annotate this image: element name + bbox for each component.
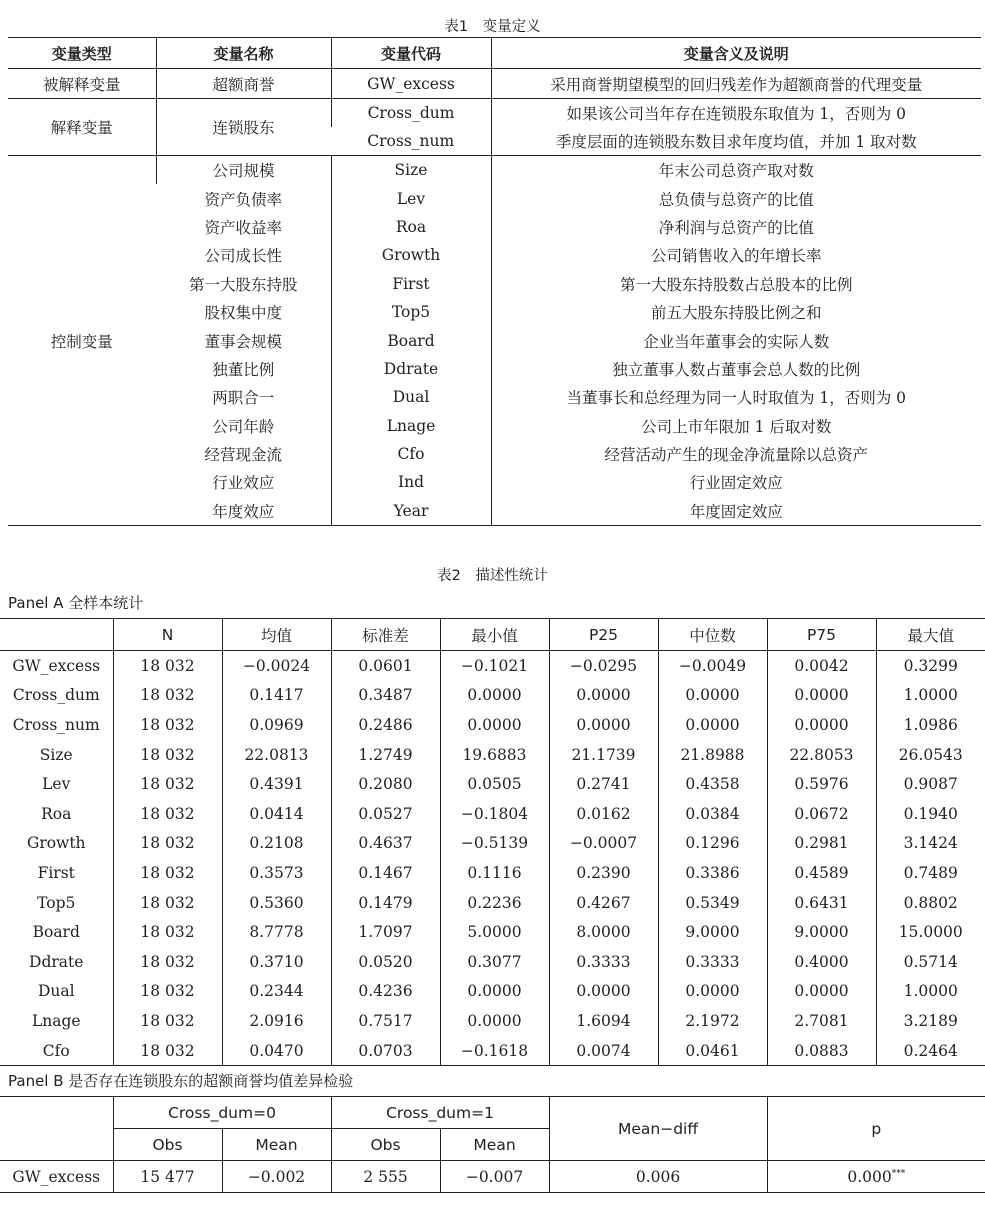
- stat-cell: 0.1417: [222, 681, 331, 711]
- variable-type: 被解释变量: [8, 69, 156, 99]
- variable-cell: Top5: [37, 893, 76, 912]
- stat-cell: 0.0414: [222, 799, 331, 829]
- variable-type: 控制变量: [50, 332, 113, 351]
- stat-cell: 0.3299: [876, 651, 985, 681]
- stat-cell: 0.0000: [549, 681, 658, 711]
- variable-name: 董事会规模: [204, 332, 282, 351]
- variable-cell: Roa: [41, 804, 72, 823]
- variable-description: 年度固定效应: [491, 497, 981, 526]
- variable-description: 独立董事人数占董事会总人数的比例: [491, 355, 981, 383]
- table-row: [0, 1036, 985, 1066]
- variable-cell: Size: [39, 745, 73, 764]
- stat-cell: 8.0000: [549, 917, 658, 947]
- stat-cell: 0.3077: [440, 947, 549, 977]
- mean-diff-header: Mean−diff: [549, 1097, 767, 1161]
- variable-code: Dual: [331, 383, 491, 411]
- stat-cell: 0.0000: [549, 710, 658, 740]
- stat-cell: 0.0461: [658, 1036, 767, 1066]
- stat-cell: 0.0883: [767, 1036, 876, 1066]
- stat-cell: −0.1021: [440, 651, 549, 681]
- stat-cell: 0.0527: [331, 799, 440, 829]
- variable-name: 行业效应: [212, 474, 275, 493]
- stat-cell: 18 032: [113, 888, 222, 918]
- column-header: 变量名称: [156, 38, 331, 69]
- stat-cell: 2.0916: [222, 1006, 331, 1036]
- stat-cell: 0.0672: [767, 799, 876, 829]
- stat-cell: 0.0000: [658, 977, 767, 1007]
- column-header: [0, 619, 113, 651]
- stat-cell: 18 032: [113, 681, 222, 711]
- variable-definition-table: [8, 37, 981, 526]
- stat-cell: 0.1940: [876, 799, 985, 829]
- variable-code: First: [331, 270, 491, 298]
- stat-cell: 0.5349: [658, 888, 767, 918]
- variable-code: Cross_dum: [331, 99, 491, 128]
- table-row: [0, 681, 985, 711]
- stat-cell: 22.8053: [767, 740, 876, 770]
- mean-header: Mean: [440, 1129, 549, 1161]
- stat-cell: 18 032: [113, 1006, 222, 1036]
- panel-a-label: Panel A 全样本统计: [8, 594, 144, 612]
- stat-cell: 0.2108: [222, 829, 331, 859]
- stat-cell: 0.0000: [658, 681, 767, 711]
- table-header-row: [0, 1097, 985, 1129]
- stat-cell: 0.3573: [222, 858, 331, 888]
- stat-cell: 0.3386: [658, 858, 767, 888]
- obs-header: Obs: [331, 1129, 440, 1161]
- stat-cell: 0.0505: [440, 769, 549, 799]
- variable-cell: First: [37, 863, 75, 882]
- stat-cell: 0.0000: [440, 710, 549, 740]
- variable-cell: Cross_dum: [12, 686, 100, 705]
- table-row: [8, 156, 981, 185]
- table-row: [0, 858, 985, 888]
- variable-name: 连锁股东: [156, 99, 331, 156]
- mean0-cell: −0.002: [222, 1161, 331, 1193]
- variable-cell: Lnage: [31, 1011, 81, 1030]
- stat-cell: 0.0162: [549, 799, 658, 829]
- table-row: [8, 99, 981, 128]
- stat-cell: 1.2749: [331, 740, 440, 770]
- stat-cell: 0.1296: [658, 829, 767, 859]
- variable-code: Lnage: [331, 412, 491, 440]
- column-header: 变量代码: [331, 38, 491, 69]
- stat-cell: 8.7778: [222, 917, 331, 947]
- table-row: [0, 651, 985, 681]
- stat-cell: 1.7097: [331, 917, 440, 947]
- stat-cell: 0.2486: [331, 710, 440, 740]
- column-header: 标准差: [331, 619, 440, 651]
- stat-cell: 21.1739: [549, 740, 658, 770]
- stat-cell: 0.1479: [331, 888, 440, 918]
- variable-name: 超额商誉: [156, 69, 331, 99]
- stat-cell: 18 032: [113, 947, 222, 977]
- column-header: 变量含义及说明: [491, 38, 981, 69]
- variable-cell: Growth: [26, 834, 86, 853]
- variable-cell: Lev: [42, 775, 71, 794]
- stat-cell: −0.0024: [222, 651, 331, 681]
- stat-cell: 0.2344: [222, 977, 331, 1007]
- variable-cell: Ddrate: [29, 952, 84, 971]
- variable-name: 年度效应: [212, 502, 275, 521]
- stat-cell: 15.0000: [876, 917, 985, 947]
- stat-cell: 18 032: [113, 977, 222, 1007]
- variable-code: Year: [331, 497, 491, 526]
- table-header-row: [0, 619, 985, 651]
- variable-code: GW_excess: [331, 69, 491, 99]
- stat-cell: 1.0986: [876, 710, 985, 740]
- stat-cell: 0.4358: [658, 769, 767, 799]
- stat-cell: 0.5714: [876, 947, 985, 977]
- stat-cell: 0.2464: [876, 1036, 985, 1066]
- variable-code: Ddrate: [331, 355, 491, 383]
- column-header: N: [113, 619, 222, 651]
- stat-cell: 18 032: [113, 858, 222, 888]
- stat-cell: 0.4589: [767, 858, 876, 888]
- stat-cell: 18 032: [113, 917, 222, 947]
- variable-description: 季度层面的连锁股东数目求年度均值，并加 1 取对数: [491, 127, 981, 156]
- variable-code: Roa: [331, 213, 491, 241]
- stat-cell: 0.2080: [331, 769, 440, 799]
- stat-cell: 0.0520: [331, 947, 440, 977]
- variable-name: 公司年龄: [212, 417, 275, 436]
- stat-cell: 5.0000: [440, 917, 549, 947]
- variable-description: 采用商誉期望模型的回归残差作为超额商誉的代理变量: [491, 69, 981, 99]
- stat-cell: 0.0074: [549, 1036, 658, 1066]
- stat-cell: 1.6094: [549, 1006, 658, 1036]
- stat-cell: 26.0543: [876, 740, 985, 770]
- stat-cell: 0.0384: [658, 799, 767, 829]
- variable-description: 经营活动产生的现金净流量除以总资产: [491, 440, 981, 468]
- variable-description: 公司销售收入的年增长率: [491, 241, 981, 269]
- stat-cell: 2.7081: [767, 1006, 876, 1036]
- stat-cell: 0.2741: [549, 769, 658, 799]
- stat-cell: 0.2236: [440, 888, 549, 918]
- stat-cell: 21.8988: [658, 740, 767, 770]
- variable-code: Size: [331, 156, 491, 185]
- stat-cell: 0.3333: [549, 947, 658, 977]
- p-value-header: p: [767, 1097, 985, 1161]
- stat-cell: 18 032: [113, 799, 222, 829]
- stat-cell: 0.0042: [767, 651, 876, 681]
- stat-cell: 3.2189: [876, 1006, 985, 1036]
- stat-cell: 0.0000: [767, 710, 876, 740]
- mean-diff-cell: 0.006: [549, 1161, 767, 1193]
- panel-b-label: Panel B 是否存在连锁股东的超额商誉均值差异检验: [8, 1072, 354, 1090]
- variable-code: Lev: [331, 184, 491, 212]
- table-row: [0, 917, 985, 947]
- stat-cell: 0.9087: [876, 769, 985, 799]
- table-row: [0, 740, 985, 770]
- stat-cell: 0.4391: [222, 769, 331, 799]
- variable-name: 第一大股东持股: [188, 275, 298, 294]
- stat-cell: 18 032: [113, 651, 222, 681]
- stat-cell: 0.4637: [331, 829, 440, 859]
- stat-cell: 0.0601: [331, 651, 440, 681]
- stat-cell: 0.1116: [440, 858, 549, 888]
- stat-cell: 9.0000: [658, 917, 767, 947]
- table-row: [8, 69, 981, 99]
- table-row: [0, 799, 985, 829]
- stat-cell: 0.0000: [767, 977, 876, 1007]
- stat-cell: 0.2390: [549, 858, 658, 888]
- column-header: P75: [767, 619, 876, 651]
- stat-cell: 0.2981: [767, 829, 876, 859]
- variable-code: Cross_num: [331, 127, 491, 156]
- stat-cell: −0.1804: [440, 799, 549, 829]
- column-header: 变量类型: [8, 38, 156, 69]
- variable-description: 净利润与总资产的比值: [491, 213, 981, 241]
- variable-description: 总负债与总资产的比值: [491, 184, 981, 212]
- variable-name: 公司成长性: [204, 247, 282, 266]
- stat-cell: −0.5139: [440, 829, 549, 859]
- stat-cell: 0.3710: [222, 947, 331, 977]
- variable-type: 解释变量: [8, 99, 156, 156]
- table-row: [0, 1161, 985, 1193]
- table-row: [0, 1006, 985, 1036]
- variable-name: 经营现金流: [204, 446, 282, 465]
- variable-cell: Cfo: [42, 1041, 70, 1060]
- table-row: [0, 977, 985, 1007]
- column-header: 中位数: [658, 619, 767, 651]
- variable-description: 当董事长和总经理为同一人时取值为 1，否则为 0: [491, 383, 981, 411]
- table1-title: 表1 变量定义: [444, 19, 541, 35]
- variable-cell: GW_excess: [12, 656, 101, 675]
- variable-description: 公司上市年限加 1 后取对数: [491, 412, 981, 440]
- stat-cell: 18 032: [113, 740, 222, 770]
- stat-cell: −0.0007: [549, 829, 658, 859]
- variable-cell: Dual: [37, 982, 75, 1001]
- significance-stars: ***: [891, 1168, 906, 1179]
- mean1-cell: −0.007: [440, 1161, 549, 1193]
- variable-code: Board: [331, 326, 491, 354]
- variable-name: 独董比例: [212, 360, 275, 379]
- stat-cell: 0.0470: [222, 1036, 331, 1066]
- obs0-cell: 15 477: [113, 1161, 222, 1193]
- stat-cell: 0.3487: [331, 681, 440, 711]
- mean-difference-table: [0, 1096, 985, 1193]
- mean-header: Mean: [222, 1129, 331, 1161]
- stat-cell: 0.7517: [331, 1006, 440, 1036]
- column-header-blank: [0, 1097, 113, 1161]
- variable-description: 行业固定效应: [491, 468, 981, 496]
- stat-cell: 2.1972: [658, 1006, 767, 1036]
- variable-name: 资产收益率: [204, 218, 282, 237]
- stat-cell: 0.0000: [440, 977, 549, 1007]
- stat-cell: 9.0000: [767, 917, 876, 947]
- table-row: [0, 829, 985, 859]
- descriptive-stats-table: [0, 618, 985, 1066]
- stat-cell: 0.4267: [549, 888, 658, 918]
- table-header-row: [8, 38, 981, 69]
- table-row: [0, 710, 985, 740]
- stat-cell: 0.6431: [767, 888, 876, 918]
- stat-cell: 0.5360: [222, 888, 331, 918]
- stat-cell: −0.0049: [658, 651, 767, 681]
- stat-cell: 0.0000: [658, 710, 767, 740]
- stat-cell: 18 032: [113, 1036, 222, 1066]
- stat-cell: 18 032: [113, 710, 222, 740]
- stat-cell: 0.0000: [440, 1006, 549, 1036]
- variable-description: 前五大股东持股比例之和: [491, 298, 981, 326]
- stat-cell: 0.5976: [767, 769, 876, 799]
- table-row: [0, 769, 985, 799]
- column-header: 最大值: [876, 619, 985, 651]
- group1-header: Cross_dum=1: [331, 1097, 549, 1129]
- variable-name: 公司规模: [156, 156, 331, 185]
- stat-cell: 18 032: [113, 829, 222, 859]
- stat-cell: −0.0295: [549, 651, 658, 681]
- variable-code: Cfo: [331, 440, 491, 468]
- stat-cell: 1.0000: [876, 681, 985, 711]
- stat-cell: 3.1424: [876, 829, 985, 859]
- group0-header: Cross_dum=0: [113, 1097, 331, 1129]
- stat-cell: 0.0000: [440, 681, 549, 711]
- p-value: 0.000: [847, 1167, 892, 1186]
- stat-cell: 0.8802: [876, 888, 985, 918]
- table-row: [0, 888, 985, 918]
- stat-cell: 1.0000: [876, 977, 985, 1007]
- variable-code: Ind: [331, 468, 491, 496]
- obs1-cell: 2 555: [331, 1161, 440, 1193]
- stat-cell: 0.0703: [331, 1036, 440, 1066]
- variable-description: 年末公司总资产取对数: [491, 156, 981, 185]
- stat-cell: 0.7489: [876, 858, 985, 888]
- variable-cell: Cross_num: [12, 715, 100, 734]
- stat-cell: 19.6883: [440, 740, 549, 770]
- table-row: [0, 947, 985, 977]
- variable-description: 如果该公司当年存在连锁股东取值为 1，否则为 0: [491, 99, 981, 128]
- column-header: P25: [549, 619, 658, 651]
- variable-description: 企业当年董事会的实际人数: [491, 326, 981, 354]
- table2-title: 表2 描述性统计: [437, 568, 548, 584]
- stat-cell: 18 032: [113, 769, 222, 799]
- variable-description: 第一大股东持股数占总股本的比例: [491, 270, 981, 298]
- obs-header: Obs: [113, 1129, 222, 1161]
- variable-code: Top5: [331, 298, 491, 326]
- variable-cell: GW_excess: [0, 1161, 113, 1193]
- stat-cell: 0.4236: [331, 977, 440, 1007]
- stat-cell: 0.3333: [658, 947, 767, 977]
- stat-cell: 22.0813: [222, 740, 331, 770]
- column-header: 最小值: [440, 619, 549, 651]
- stat-cell: 0.4000: [767, 947, 876, 977]
- variable-name: 两职合一: [212, 389, 275, 408]
- stat-cell: 0.0000: [549, 977, 658, 1007]
- variable-code: Growth: [331, 241, 491, 269]
- p-value-cell: [767, 1161, 985, 1193]
- stat-cell: 0.0969: [222, 710, 331, 740]
- stat-cell: −0.1618: [440, 1036, 549, 1066]
- stat-cell: 0.0000: [767, 681, 876, 711]
- variable-name: 资产负债率: [204, 190, 282, 209]
- column-header: 均值: [222, 619, 331, 651]
- variable-name: 股权集中度: [204, 304, 282, 323]
- stat-cell: 0.1467: [331, 858, 440, 888]
- variable-cell: Board: [32, 923, 80, 942]
